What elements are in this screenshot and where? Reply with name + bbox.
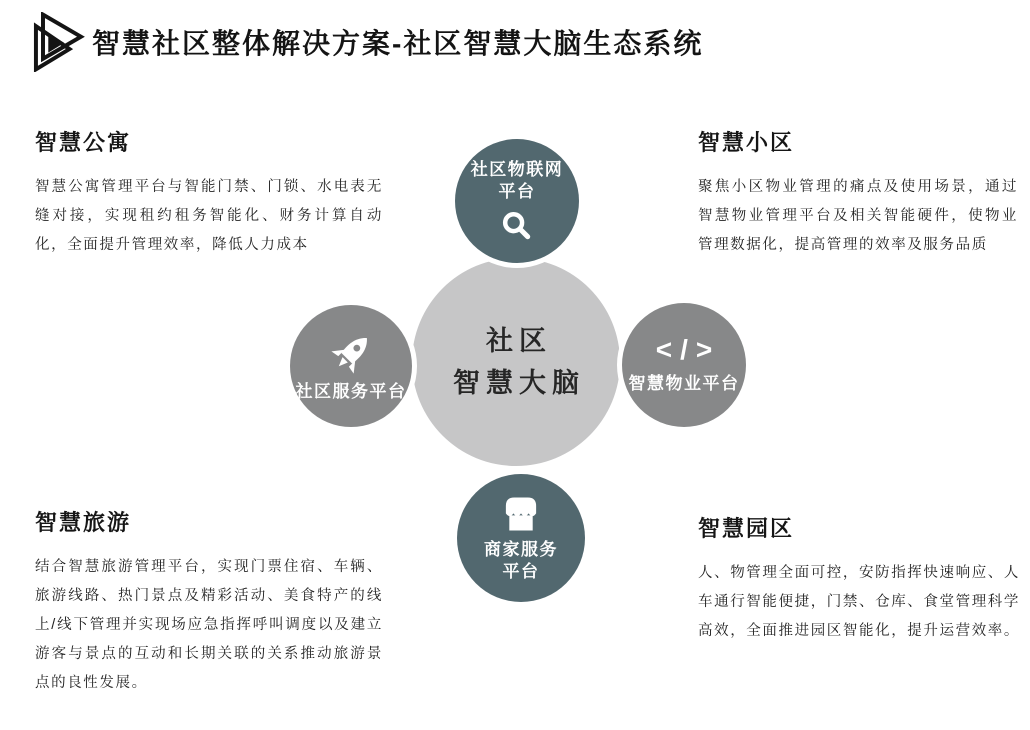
- section-title: 智慧旅游: [35, 510, 132, 535]
- section-smart-tourism: [35, 506, 383, 698]
- rocket-icon: [327, 330, 375, 378]
- center-circle-community-smart-brain: [412, 258, 620, 466]
- satellite-merchant-service-platform: [457, 474, 585, 602]
- code-icon: </>: [655, 334, 721, 365]
- satellite-iot-platform: [455, 139, 579, 263]
- section-smart-park: [698, 512, 1020, 646]
- section-body: 结合智慧旅游管理平台，实现门票住宿、车辆、旅游线路、热门景点及精彩活动、美食特产的线上/线下管理并实现场应急指挥呼叫调度以及建立游客与景点的互动和长期关联的关系推动旅游景点的良性发展。: [35, 559, 383, 691]
- satellite-label: [484, 539, 558, 583]
- magnifier-icon: [499, 208, 535, 244]
- section-body: 智慧公寓管理平台与智能门禁、门锁、水电表无缝对接，实现租约租务智能化、财务计算自动化，全面提升管理效率，降低人力成本: [35, 179, 383, 253]
- section-title: 智慧小区: [698, 130, 795, 155]
- center-label-line1: 社区: [486, 326, 552, 356]
- satellite-smart-property-platform: [622, 303, 746, 427]
- storefront-icon: [499, 494, 543, 534]
- satellite-label-line2: 平台: [502, 561, 540, 581]
- header: [30, 12, 703, 72]
- satellite-community-service-platform: [290, 305, 412, 427]
- page-title: 智慧社区整体解决方案-社区智慧大脑生态系统: [92, 28, 704, 59]
- section-title: 智慧园区: [698, 516, 795, 541]
- satellite-label-line2: 平台: [498, 181, 536, 201]
- satellite-label: 社区服务平台: [295, 381, 407, 401]
- section-smart-residence: [698, 126, 1018, 260]
- section-title: 智慧公寓: [35, 130, 132, 155]
- section-smart-apartment: [35, 126, 383, 260]
- section-body: 聚焦小区物业管理的痛点及使用场景，通过智慧物业管理平台及相关智能硬件，使物业管理数据化，提高管理的效率及服务品质: [698, 179, 1018, 253]
- satellite-label-line1: 商家服务: [484, 539, 558, 559]
- satellite-label: [471, 159, 564, 203]
- satellite-label-line1: 社区物联网: [470, 159, 564, 179]
- center-label-line2: 智慧大脑: [453, 368, 585, 398]
- layered-play-triangles-icon: [30, 12, 86, 72]
- satellite-label: 智慧物业平台: [628, 374, 740, 393]
- section-body: 人、物管理全面可控，安防指挥快速响应、人车通行智能便捷，门禁、仓库、食堂管理科学高效，全面推进园区智能化，提升运营效率。: [698, 565, 1020, 639]
